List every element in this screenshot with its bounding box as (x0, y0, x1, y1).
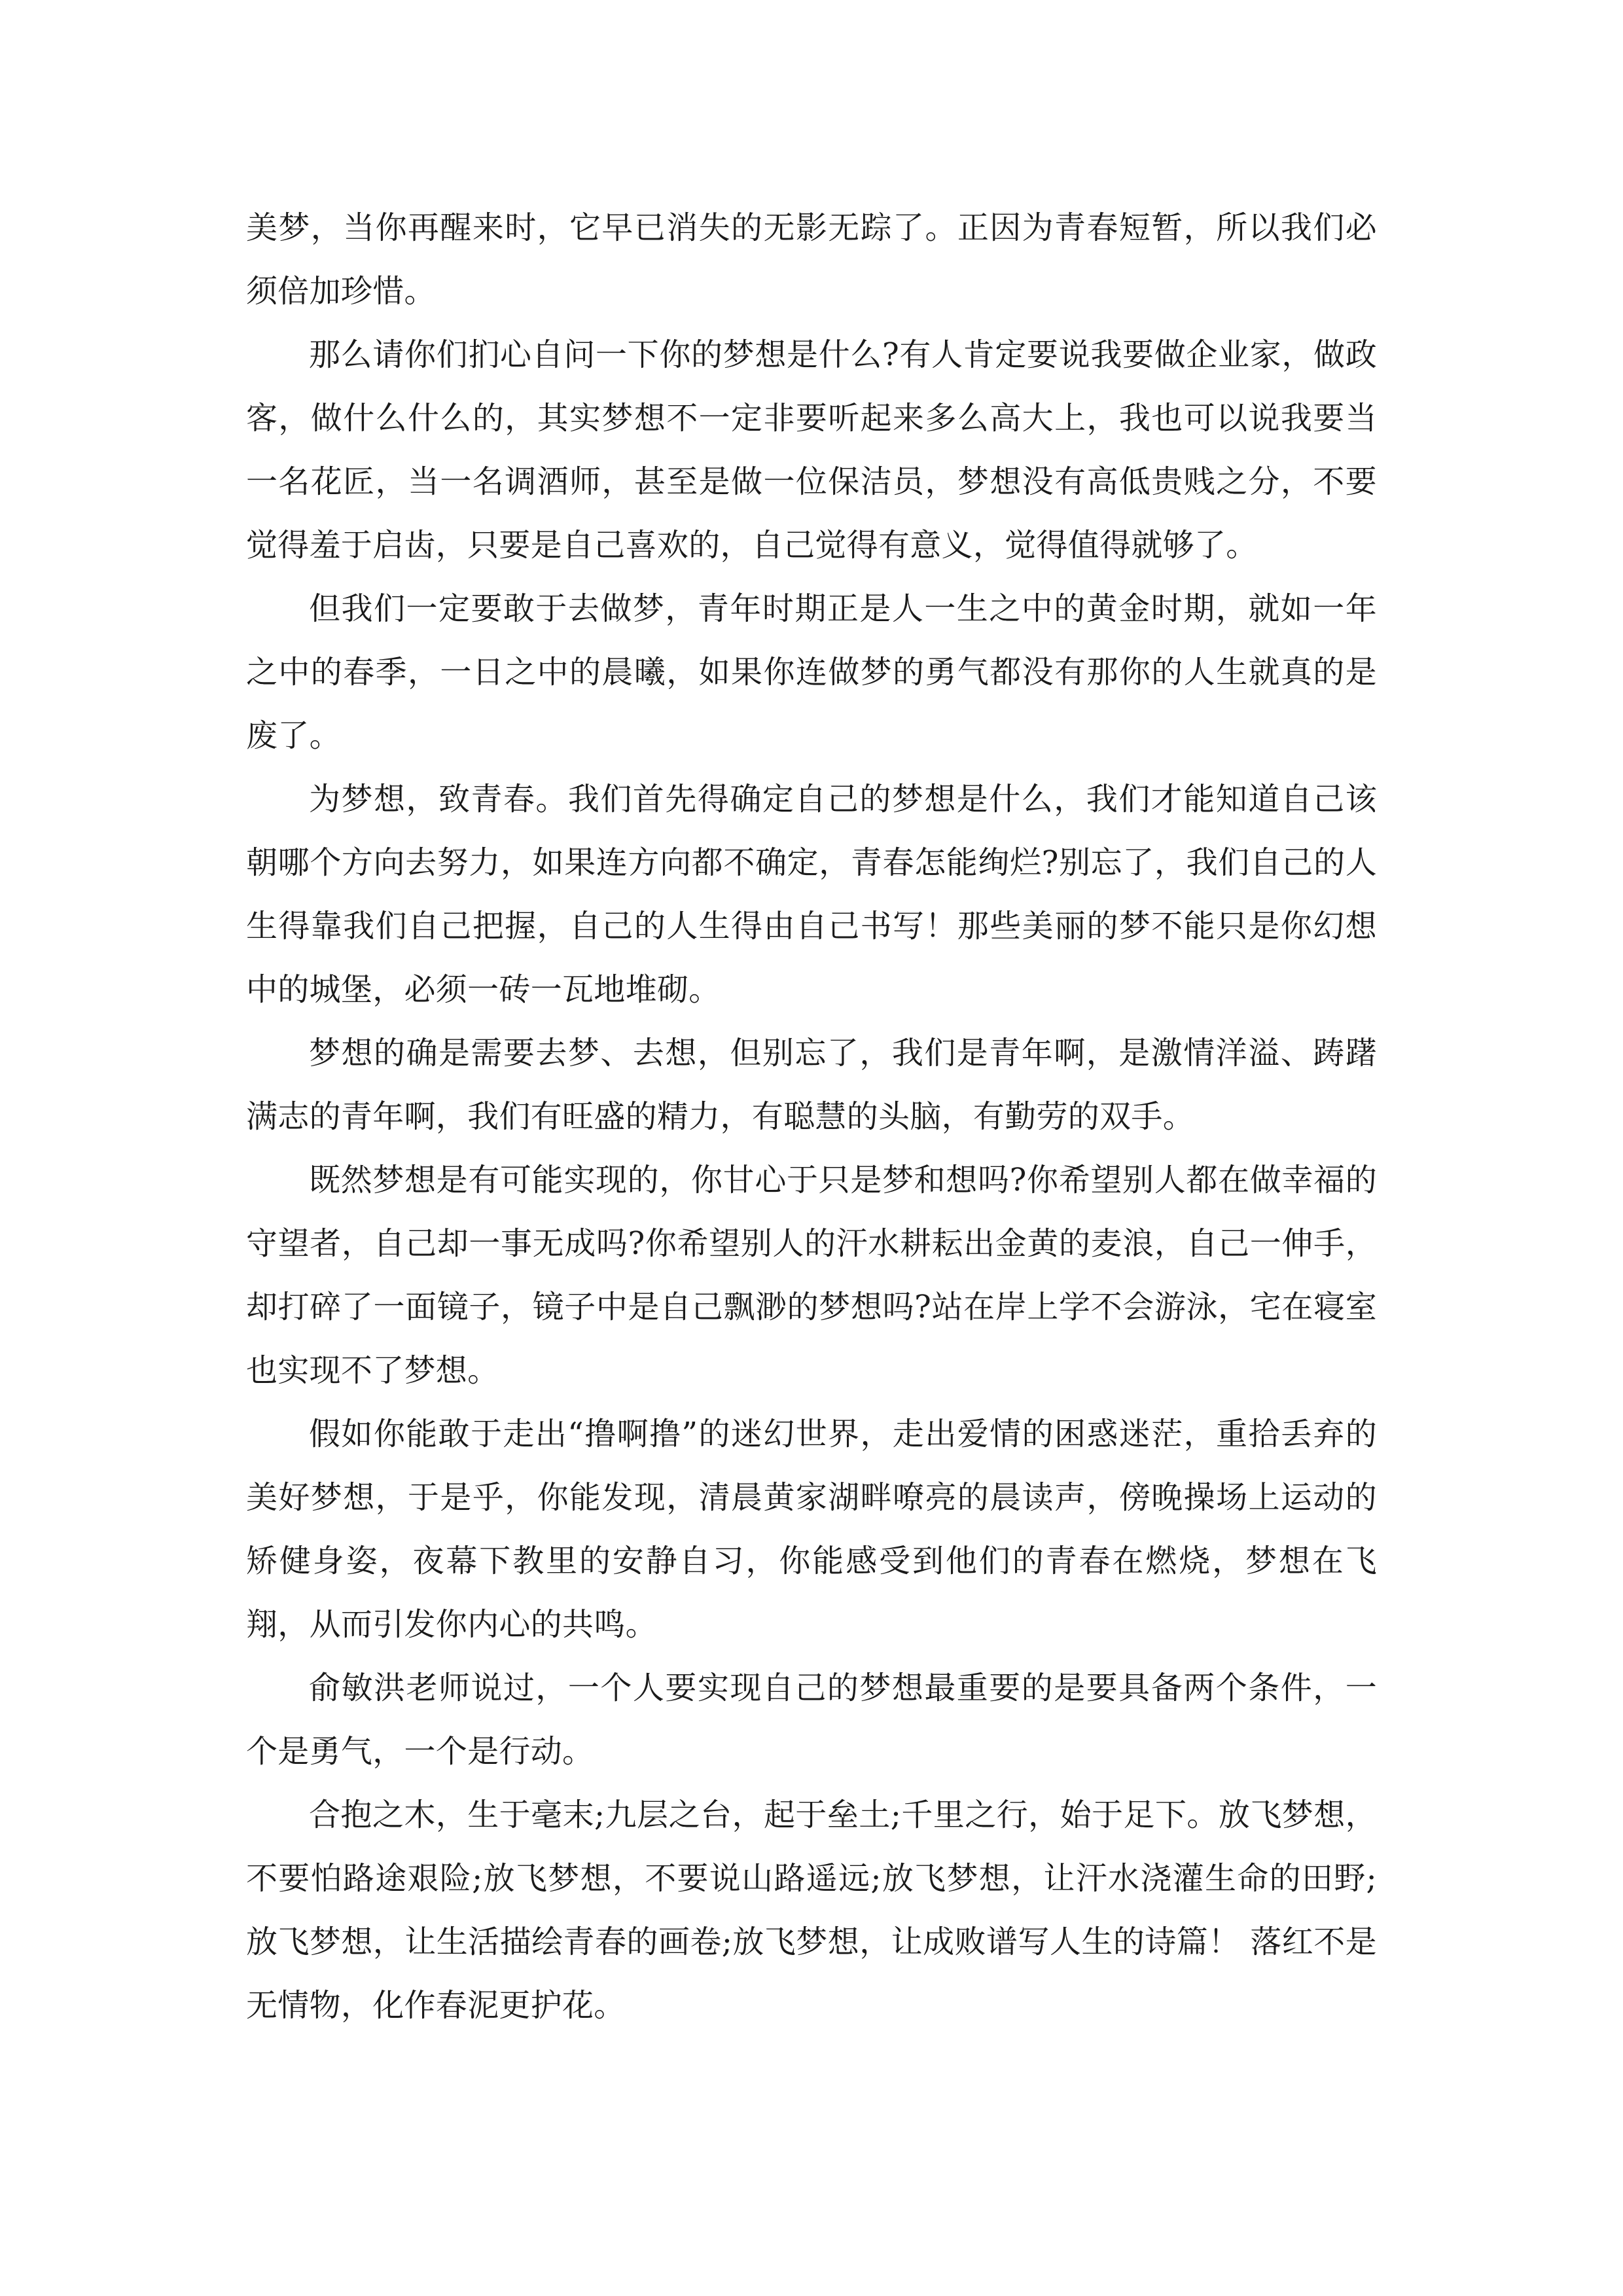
paragraph-continuation: 美梦，当你再醒来时，它早已消失的无影无踪了。正因为青春短暂，所以我们必须倍加珍惜。 (246, 209, 1377, 310)
paragraph: 既然梦想是有可能实现的，你甘心于只是梦和想吗?你希望别人都在做幸福的守望者，自己却一事无成吗?你希望别人的汗水耕耘出金黄的麦浪，自己一伸手，却打碎了一面镜子，镜子中是自己飘渺的梦想吗?站在岸上学不会游泳，宅在寝室也实现不了梦想。 (246, 1162, 1377, 1389)
paragraph: 假如你能敢于走出“撸啊撸”的迷幻世界，走出爱情的困惑迷茫，重拾丢弃的美好梦想，于是乎，你能发现，清晨黄家湖畔嘹亮的晨读声，傍晚操场上运动的矫健身姿，夜幕下教里的安静自习，你能感受到他们的青春在燃烧，梦想在飞翔，从而引发你内心的共鸣。 (246, 1416, 1377, 1643)
paragraph: 俞敏洪老师说过，一个人要实现自己的梦想最重要的是要具备两个条件，一个是勇气，一个是行动。 (246, 1670, 1377, 1770)
paragraph: 梦想的确是需要去梦、去想，但别忘了，我们是青年啊，是激情洋溢、踌躇满志的青年啊，我们有旺盛的精力，有聪慧的头脑，有勤劳的双手。 (246, 1035, 1377, 1135)
document-body (246, 196, 1377, 2037)
paragraph: 但我们一定要敢于去做梦，青年时期正是人一生之中的黄金时期，就如一年之中的春季，一日之中的晨曦，如果你连做梦的勇气都没有那你的人生就真的是废了。 (246, 590, 1377, 754)
paragraph: 那么请你们扪心自问一下你的梦想是什么?有人肯定要说我要做企业家，做政客，做什么什么的，其实梦想不一定非要听起来多么高大上，我也可以说我要当一名花匠，当一名调酒师，甚至是做一位保洁员，梦想没有高低贵贱之分，不要觉得羞于启齿，只要是自己喜欢的，自己觉得有意义，觉得值得就够了。 (246, 336, 1377, 564)
paragraph: 为梦想，致青春。我们首先得确定自己的梦想是什么，我们才能知道自己该朝哪个方向去努力，如果连方向都不确定，青春怎能绚烂?别忘了，我们自己的人生得靠我们自己把握，自己的人生得由自己书写！那些美丽的梦不能只是你幻想中的城堡，必须一砖一瓦地堆砌。 (246, 781, 1377, 1008)
paragraph: 合抱之木，生于毫末;九层之台，起于垒土;千里之行，始于足下。放飞梦想，不要怕路途艰险;放飞梦想，不要说山路遥远;放飞梦想，让汗水浇灌生命的田野;放飞梦想，让生活描绘青春的画卷;放飞梦想，让成败谱写人生的诗篇！ 落红不是无情物，化作春泥更护花。 (246, 1797, 1377, 2024)
